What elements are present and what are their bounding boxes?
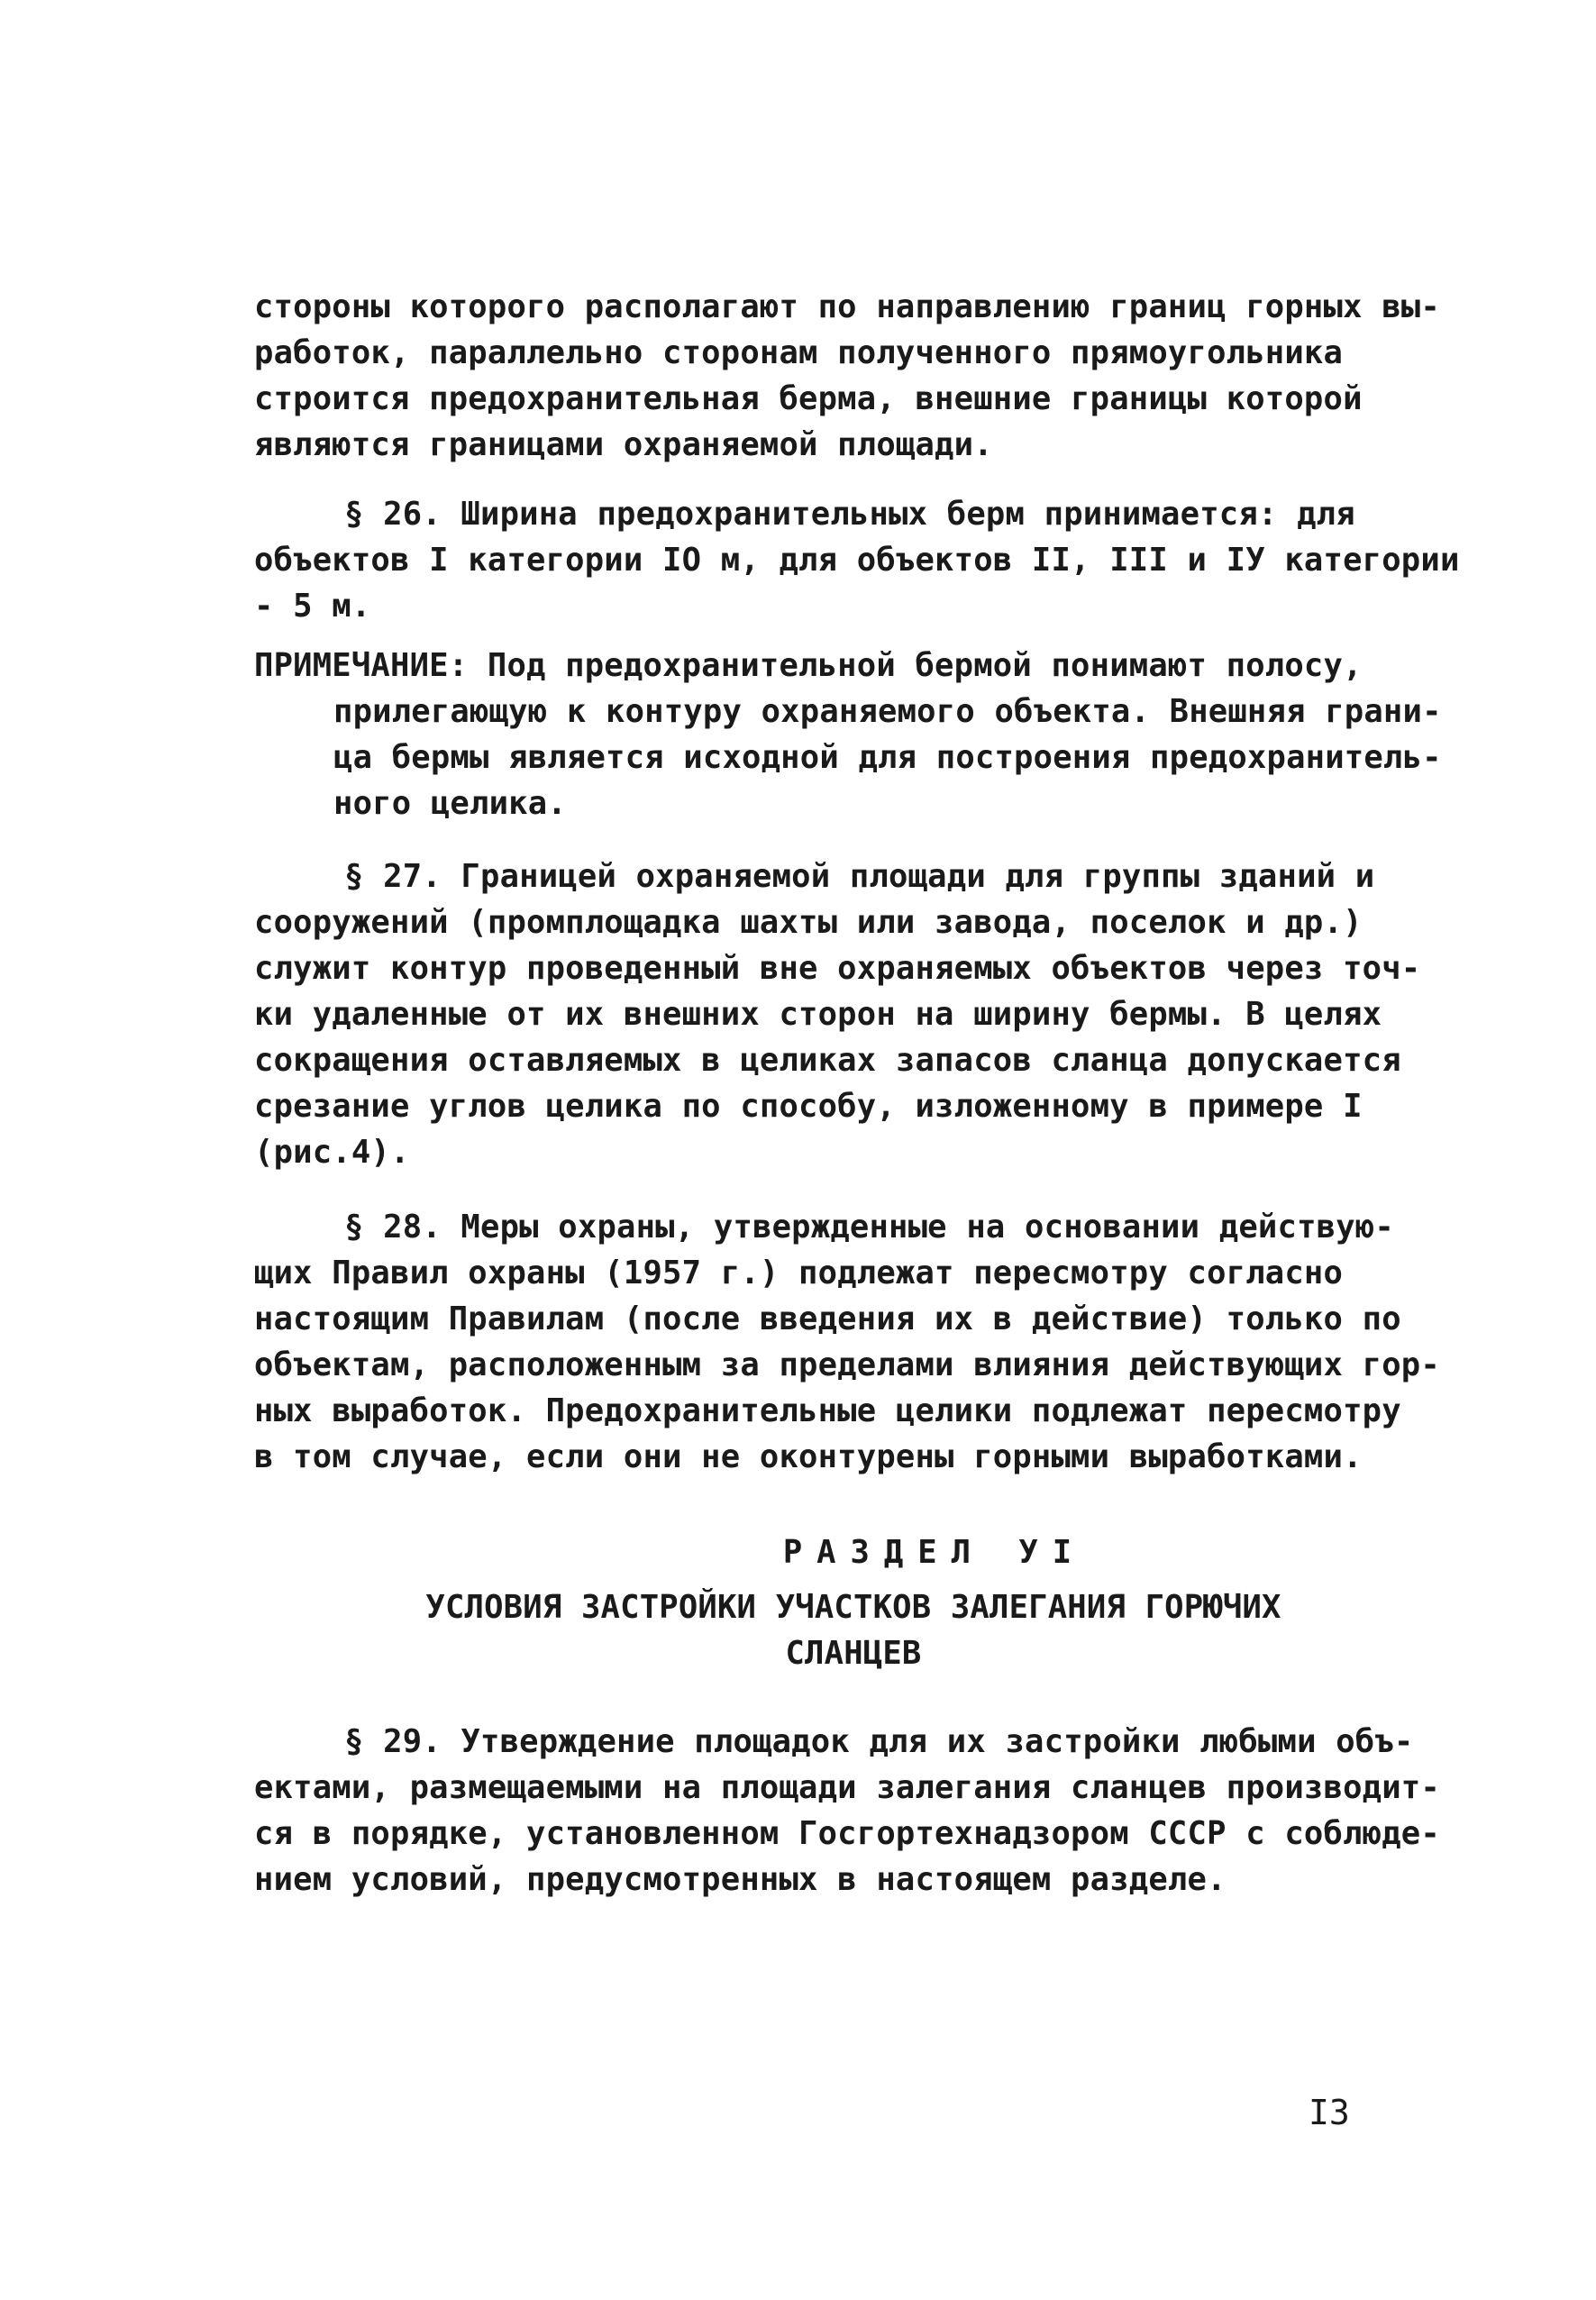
text-line: щих Правил охраны (1957 г.) подлежат пересмотру согласно bbox=[254, 1255, 1344, 1291]
page-number: I3 bbox=[1309, 2093, 1350, 2132]
text-line: сокращения оставляемых в целиках запасов сланца допускается bbox=[254, 1042, 1401, 1079]
text-line: ектами, размещаемыми на площади залегания сланцев производит- bbox=[254, 1769, 1440, 1806]
section-title-line-1: УСЛОВИЯ ЗАСТРОЙКИ УЧАСТКОВ ЗАЛЕГАНИЯ ГОРЮЧИХ bbox=[425, 1589, 1281, 1626]
text-line: ных выработок. Предохранительные целики подлежат пересмотру bbox=[254, 1392, 1401, 1429]
section-heading bbox=[254, 1529, 1381, 1676]
text-line: строится предохранительная берма, внешние границы которой bbox=[254, 380, 1363, 417]
text-line: в том случае, если они не оконтурены горными выработками. bbox=[254, 1438, 1363, 1475]
text-line: § 28. Меры охраны, утвержденные на основании действую- bbox=[344, 1209, 1394, 1246]
text-line: стороны которого располагают по направлению границ горных вы- bbox=[254, 288, 1440, 325]
text-line: являются границами охраняемой площади. bbox=[254, 426, 993, 463]
text-line: (рис.4). bbox=[254, 1134, 410, 1171]
text-line: ся в порядке, установленном Госгортехнадзором СССР с соблюде- bbox=[254, 1815, 1440, 1852]
paragraph-26 bbox=[254, 491, 1460, 629]
paragraph-continuation bbox=[254, 284, 1440, 468]
text-line: § 27. Границей охраняемой площади для группы зданий и bbox=[344, 858, 1375, 895]
paragraph-27 bbox=[254, 853, 1421, 1175]
text-line: работок, параллельно сторонам полученного прямоугольника bbox=[254, 334, 1344, 371]
text-line: служит контур проведенный вне охраняемых объектов через точ- bbox=[254, 950, 1421, 987]
text-line: ки удаленные от их внешних сторон на ширину бермы. В целях bbox=[254, 996, 1382, 1033]
text-line: нием условий, предусмотренных в настоящем разделе. bbox=[254, 1861, 1227, 1898]
section-label: РАЗДЕЛ УI bbox=[782, 1534, 1087, 1571]
note-label-line: ПРИМЕЧАНИЕ: Под предохранительной бермой понимают полосу, bbox=[254, 647, 1363, 684]
text-line: ца бермы является исходной для построения предохранитель- bbox=[333, 739, 1442, 776]
paragraph-28 bbox=[254, 1204, 1440, 1480]
text-line: срезание углов целика по способу, изложенному в примере I bbox=[254, 1088, 1363, 1125]
text-line: объектов I категории IO м, для объектов II, III и IУ категории bbox=[254, 542, 1460, 579]
paragraph-29 bbox=[254, 1719, 1440, 1903]
text-line: прилегающую к контуру охраняемого объекта. Внешняя грани- bbox=[333, 693, 1442, 730]
text-line: - 5 м. bbox=[254, 588, 371, 625]
section-title-line-2: СЛАНЦЕВ bbox=[785, 1635, 922, 1672]
text-line: § 26. Ширина предохранительных берм принимается: для bbox=[344, 496, 1355, 533]
text-line: ного целика. bbox=[333, 785, 567, 822]
text-line: объектам, расположенным за пределами влияния действующих гор- bbox=[254, 1346, 1440, 1383]
text-line: настоящим Правилам (после введения их в действие) только по bbox=[254, 1301, 1401, 1337]
text-line: § 29. Утверждение площадок для их застройки любыми объ- bbox=[344, 1723, 1414, 1760]
text-line: сооружений (промплощадка шахты или завода, поселок и др.) bbox=[254, 904, 1363, 941]
note-paragraph bbox=[254, 643, 1442, 826]
